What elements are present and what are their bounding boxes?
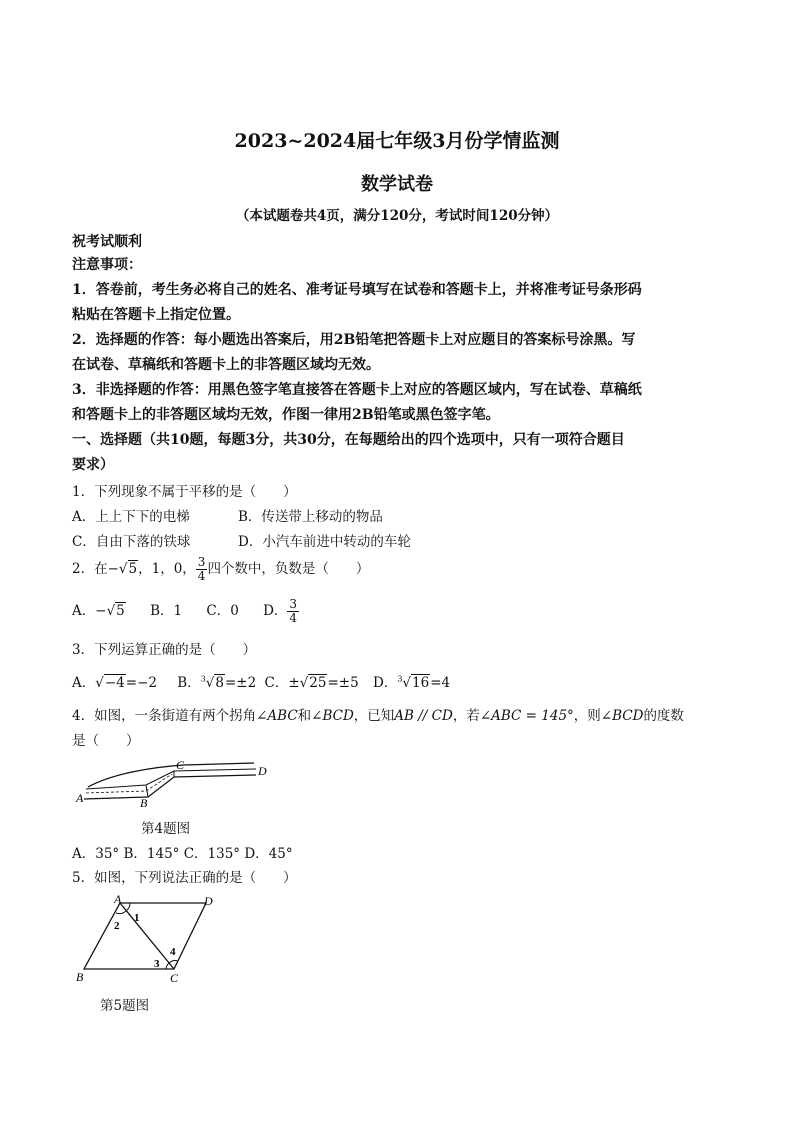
q3-option-c-rad: 25 bbox=[309, 675, 327, 691]
q5-diagonal-ac bbox=[120, 903, 174, 969]
q2-option-a-minus: − bbox=[95, 603, 107, 619]
q3-option-c-label: C．± bbox=[264, 675, 300, 691]
q5-label-3: 3 bbox=[154, 958, 160, 970]
q3-option-b-label: B． bbox=[177, 675, 201, 691]
q2-minus: − bbox=[107, 561, 119, 577]
q4-label-a: A bbox=[76, 791, 84, 805]
q4-text-known: ，已知 bbox=[353, 708, 395, 724]
q4-text-a: 4．如图，一条街道有两个拐角 bbox=[72, 708, 257, 724]
q5-label-a: A bbox=[114, 893, 122, 906]
q4-label-b: B bbox=[140, 796, 148, 807]
q4-angle-abc: ∠ABC bbox=[256, 708, 298, 724]
q3-option-b-result: =±2 bbox=[225, 675, 257, 691]
q5-angle-arc-2 bbox=[116, 911, 126, 914]
section1-line1: 一、选择题（共10题，每题3分，共30分，在每题给出的四个选项中，只有一项符合题目 bbox=[72, 432, 625, 448]
q2-option-d-label: D． bbox=[263, 603, 288, 619]
q4-condition: ∠ABC = 145° bbox=[479, 708, 574, 724]
notice-1b: 粘贴在答题卡上指定位置。 bbox=[72, 307, 240, 323]
q2-options: A．−√5 B．1 C．0 D． $\frac{3}{4}$ bbox=[72, 597, 298, 625]
q5-caption: 第5题图 bbox=[100, 998, 150, 1014]
exam-title: 2023~2024届七年级3月份学情监测 bbox=[234, 130, 560, 152]
q2-option-d-fraction bbox=[287, 598, 299, 625]
q4-stem-line1 bbox=[72, 704, 684, 724]
q5-label-b: B bbox=[76, 970, 84, 984]
q3-option-c-result: =±5 bbox=[327, 675, 359, 691]
q5-angle-arc-3 bbox=[166, 963, 169, 969]
q5-stem: 5．如图，下列说法正确的是（ ） bbox=[72, 870, 297, 886]
q4-figure bbox=[74, 755, 274, 807]
notice-title: 注意事项： bbox=[72, 257, 142, 273]
notice-3a: 3．非选择题的作答：用黑色签字笔直接答在答题卡上对应的答题区域内，写在试卷、草稿纸 bbox=[72, 382, 642, 398]
q4-label-c: C bbox=[176, 758, 185, 772]
q3-option-b-index: 3 bbox=[200, 674, 206, 684]
q2-prefix: 2．在 bbox=[72, 561, 108, 577]
q2-option-a-rad: 5 bbox=[116, 603, 125, 619]
q5-label-c: C bbox=[170, 971, 179, 985]
q3-option-a-rad: −4 bbox=[104, 675, 125, 691]
q3-option-a-result: =−2 bbox=[125, 675, 157, 691]
q3-stem: 3．下列运算正确的是（ ） bbox=[72, 642, 257, 658]
q1-stem: 1．下列现象不属于平移的是（ ） bbox=[72, 484, 297, 500]
q2-option-d-num: 3 bbox=[289, 597, 298, 611]
q1-option-a: A．上上下下的电梯 bbox=[72, 509, 190, 525]
q2-frac-num: 3 bbox=[197, 555, 206, 569]
notice-2b: 在试卷、草稿纸和答题卡上的非答题区域均无效。 bbox=[72, 357, 380, 373]
q5-figure bbox=[74, 893, 224, 987]
q2-fraction bbox=[196, 556, 208, 583]
notice-2a: 2．选择题的作答：每小题选出答案后，用2B铅笔把答题卡上对应题目的答案标号涂黑。写 bbox=[72, 332, 636, 348]
q2-option-b: B．1 bbox=[150, 603, 183, 619]
exam-note: （本试题卷共4页，满分120分，考试时间120分钟） bbox=[235, 208, 559, 224]
section1-line2: 要求） bbox=[72, 457, 114, 473]
q1-option-b: B．传送带上移动的物品 bbox=[238, 509, 383, 525]
q3-option-d-rad: 16 bbox=[412, 675, 430, 691]
q3-option-a-label: A． bbox=[72, 675, 96, 691]
q5-label-2: 2 bbox=[114, 920, 120, 932]
q2-option-c: C．0 bbox=[206, 603, 239, 619]
q4-parallel: AB // CD bbox=[394, 708, 453, 724]
q5-angle-arc-1 bbox=[126, 903, 130, 911]
q5-label-4: 4 bbox=[170, 946, 176, 958]
q4-angle-bcd: ∠BCD bbox=[311, 708, 354, 724]
q3-option-b-rad: 8 bbox=[215, 675, 224, 691]
q4-angle-bcd-2: ∠BCD bbox=[600, 708, 644, 724]
q4-street-dashed bbox=[86, 774, 172, 793]
notice-1a: 1．答卷前，考生务必将自己的姓名、准考证号填写在试卷和答题卡上，并将准考证号条形码 bbox=[72, 282, 642, 298]
wish-text: 祝考试顺利 bbox=[72, 234, 142, 250]
q5-label-1: 1 bbox=[134, 912, 140, 924]
q3-option-d-label: D． bbox=[372, 675, 398, 691]
notice-3b: 和答题卡上的非答题区域均无效，作图一律用2B铅笔或黑色签字笔。 bbox=[72, 407, 500, 423]
q4-text-if: ，若 bbox=[452, 708, 480, 724]
q2-frac-den: 4 bbox=[197, 569, 206, 583]
q5-label-d: D bbox=[204, 894, 213, 908]
q2-option-a-label: A． bbox=[72, 603, 96, 619]
q4-caption: 第4题图 bbox=[141, 821, 191, 837]
q4-street-top-curve bbox=[88, 763, 254, 787]
q1-option-d: D．小汽车前进中转动的车轮 bbox=[238, 534, 411, 550]
q3-option-d-index: 3 bbox=[397, 674, 403, 684]
q4-text-degree: 的度数 bbox=[643, 708, 684, 724]
q2-option-d-den: 4 bbox=[289, 611, 298, 625]
q2-stem: 2．在−√5，1，0， $\frac{3}{4}$ 四个数中，负数是（ ） bbox=[72, 555, 370, 583]
exam-subtitle: 数学试卷 bbox=[361, 174, 433, 195]
q4-options: A．35° B．145° C．135° D．45° bbox=[72, 846, 293, 862]
q4-stem-line2: 是（ ） bbox=[72, 733, 140, 749]
q2-suffix: 四个数中，负数是（ ） bbox=[207, 561, 370, 577]
q3-options: A．√−4=−2 B．$^3$√8=±2 C．±√25=±5 D．$^3$√16=4 bbox=[72, 674, 451, 691]
q1-option-c: C．自由下落的铁球 bbox=[72, 534, 191, 550]
q4-street-verticals bbox=[146, 771, 174, 797]
q2-rad5: 5 bbox=[128, 561, 138, 577]
q4-text-then: ，则 bbox=[573, 708, 601, 724]
q4-text-and: 和 bbox=[297, 708, 312, 724]
q3-option-d-result: =4 bbox=[430, 675, 451, 691]
q4-label-d: D bbox=[258, 764, 267, 778]
q2-mid: ，1，0， bbox=[138, 561, 196, 577]
q5-parallelogram bbox=[84, 903, 206, 969]
